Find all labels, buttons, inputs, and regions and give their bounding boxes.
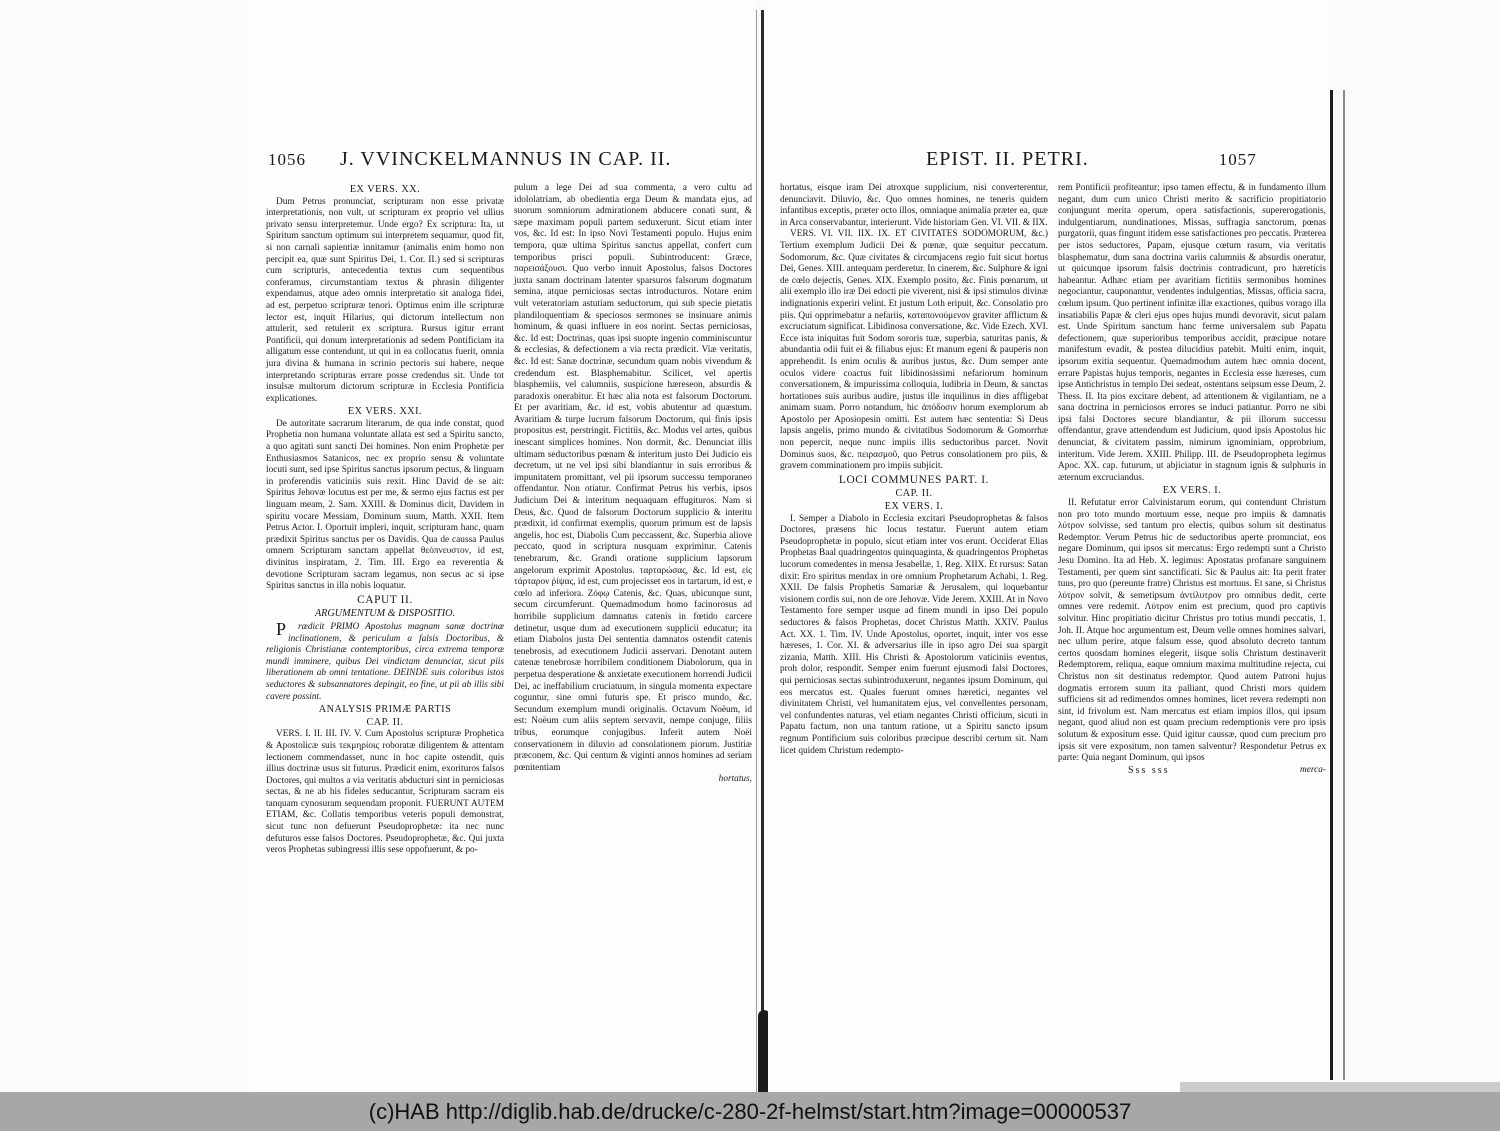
footer-credit: (c)HAB http://diglib.hab.de/drucke/c-280-2f-helmst/start.htm?image=00000537 [368,1099,1132,1124]
catchword: hortatus, [718,774,752,785]
gutter-shadow-line [756,10,757,1092]
heading-ex-vers-20: EX VERS. XX. [349,184,421,195]
paragraph: De autoritate sacrarum literarum, de qua inde constat, quod Prophetia non humana voluntate allata est sed a Spiritu sancto, a quo agitati sunt sancti Dei homines. Non enim Prophetæ per Enthusiasmos Satanicos, nec ex proprio sensu & voluntate locuti sunt, sed ipse Spiritus sanctus ipsorum pectus, & linguam in proferendis vaticiniis suis rexit. Hinc David de se ait: Spiritus Jehovæ locutus est per me, & sermo ejus factus est per linguam meam, 2. Sam. XXIII. & Dominus dicit, Davidem in spiritu vocare Messiam, Dominum suum, Matth. XXII. Item Petrus Actor. I. Oportuit impleri, inquit, scripturam hanc, quam prædixit Spiritus sanctus per os Davidis. Qua de caussa Paulus omnem Scripturam sanctam appellat θεόπνευστον, id est, divinitus inspiratam, 2. Tim. III. Ergo ea reverentia & devotione Scripturam sacram legamus, non secus ac si ipse Spiritus sanctus in illa nobis loquatur. [266,418,504,592]
left-running-head [268,148,671,171]
left-columns [266,183,752,857]
right-page [768,0,1330,1092]
scan-bottom-edge [1180,1082,1500,1092]
left-page-number: 1056 [268,150,306,169]
paragraph: rem Pontificii profiteantur; ipso tamen effectu, & in fundamento illum negant, dum cum unico Christi merito & sacrificio propitiatorio conjungunt merita operum, opera satisfactionis, supererogationis, indulgentiarum, nundinationes, Missas, suffragia sanctorum, pœnas purgatorii, quas fingunt itidem esse satisfactiones pro peccatis. Præterea per istos seductores, Papam, ejusque cœtum rasum, via veritatis blasphematur, dum sana doctrina variis calumniis & absurdis oneratur, ut quicunque ipsorum falsis doctrinis contradicunt, pro hæreticis habeantur. Adhæc etiam per avaritiam fictitiis sermonibus homines negociantur, cauponantur, vendentes indulgentias, Missas, officia sacra, cœlum ipsum. Quo pertinent infinitæ illæ exactiones, quibus vorago illa insatiabilis Papæ & cleri ejus opes hujus mundi devoravit, sicut palam est. Unde Spiritum sanctum hanc ferme universalem sub Papatu defectionem, quæ superioribus temporibus accidit, præcipue notare manifestum evadit, & postea dilucidius patebit. Multi enim, inquit, ipsorum exitia sequentur. Quemadmodum autem hæc omnia docent, errare Papistas hujus temporis, negantes in Ecclesia esse hæreses, cum ipse Antichristus in templo Dei sedeat, ostentans seipsum esse Deum, 2. Thess. II. Ita pios excitare debent, ad attentionem & vigilantiam, ne a sana doctrina in perniciosos errores se induci patiantur. Porro ne sibi ipsi falsi Doctores secure blandiantur, & pii illorum successu offendantur, grave attendendum est Judicium, quod ipsis Apostolus hic denunciat, & civitatem passim, nimirum ignominiam, opprobrium, interitum. Vide Jerem. XXIII. Philipp. III. de Pseudopropheta legimus Apoc. XX. cap. futurum, ut abjiciatur in stagnum ignis & sulphuris in æternum excruciandus. [1058,183,1326,483]
heading-ex-vers-1: EX VERS. I. [884,501,944,513]
footer-bar [0,1092,1500,1131]
gutter-line [761,10,764,1092]
paragraph: hortatus, eisque iram Dei atroxque supplicium, nisi converterentur, denunciavit. Diluvio, &c. Quo omnes homines, ne teneris quidem infantibus exceptis, præter octo illos, omniaque animalia præter ea, quæ in Arca conservabantur, interierunt. Vide historiam Gen. VI. VII. & IIX. [780,183,1048,228]
left-head-title: J. VVINCKELMANNUS IN CAP. II. [340,148,672,170]
catchword: merca- [1300,764,1326,775]
paragraph: pulum a lege Dei ad sua commenta, a vero cultu ad idololatriam, ab obedientia erga Deum & mandata ejus, ad suorum somniorum admirationem abducere conati sunt, & sæpe maximam populi partem seduxerunt. Sicut etiam inter vos, &c. Id est: In ipso Novi Testamenti populo. Hujus enim tempora, quæ ultima Spiritus sanctus appellat, confert cum temporibus prisci populi. Subintroducent: Græce, παρεισάξουσι. Quo verbo innuit Apostolus, falsos Doctores juxta sanam doctrinam latenter sparsuros falsorum dogmatum semina, atque perniciosas sectas introducturos. Notare enim vult veteratoriam astutiam seductorum, qui sub specie pietatis plandiloquentiam & speciosos sermones se insinuare animis hominum, & quasi influere in eos norint. Sectas perniciosas, &c. Id est: Doctrinas, quas ipsi suopte ingenio comminiscuntur & ecclesias, & defectionem a via recta prædicit. Viæ veritatis, &c. Id est: Sanæ doctrinæ, secundum quam nobis vivendum & credendum est. Blasphemabitur. Scilicet, vel apertis blasphemiis, vel calumniis, suspicione hæreseon, absurdis & paradoxis onerabitur. Et hæc alia nota est falsorum Doctorum. Et per avaritiam, &c. id est, vobis abutentur ad quæstum. Avaritiam & turpe lucrum falsorum Doctorum, qui finis ipsis propositus est, perstringit. Fictitiis, &c. Modus vel artes, quibus inescant simplices homines. Non dormit, &c. Denunciat illis ultimam seductoribus pœnam & interitum justo Dei Judicio eis decretum, ut ne vel ipsi sibi blandiantur in suis erroribus & impunitatem promittant, vel pii ipsorum successu temporaneo offendantur. Non otiatur. Confirmat Petrus his verbis, ipsos Judicium Dei & interitum nequaquam effugituros. Nam si Deus, &c. Quod de falsorum Doctorum supplicio & interitu prædixit, id confirmat exemplis, quorum primum est de lapsis angelis, hoc est, Diabolis Cum peccassent, &c. Superbia aliove peccato, quod in scriptura nusquam exprimitur. Catenis tenebrarum, &c. Grandi oratione supplicium lapsorum angelorum exprimit Apostolus. ταρταρώσας, &c. Id est, εἰς τάρταρον ῥίψας, id est, cum projecisset eos in tartarum, id est, e cœlo ad inferiora. Ζόφῳ Catenis, &c. Quas, ubicunque sunt, secum circumferunt. Quemadmodum homo facinorosus ad horribile supplicium damnatus catenis in fœtido carcere detinetur, usque dum ad executionem supplicii educatur; ita etiam Diabolos justa Dei sententia damnatos ostendit catenis tenebrosis, ad executionem Judicii asservari. Denotant autem catenæ tenebrosæ horribilem conditionem Diabolorum, qua in perpetua desperatione & anxietate executionem horrendi Judicii Dei, ac ineffabilium cruciatuum, in singula momenta expectare coguntur, sine omni futuris spe. Et prisco mundo, &c. Secundum exemplum mundi originalis. Octavum Noëum, id est: Noëum cum aliis septem servavit, nempe conjuge, filiis tribus, eorumque conjugibus. Inferit autem Noëi conservationem in diluvio ad consolationem piorum. Justitiæ præconem, &c. Qui centum & viginti annos homines ad seriam pœnitentiam [514,183,752,773]
heading-ex-vers-21: EX VERS. XXI. [347,406,423,418]
left-page [250,0,755,1092]
right-column-1 [780,183,1048,776]
right-page-number: 1057 [1218,150,1257,169]
paragraph: II. Refutatur error Calvinistarum eorum, qui contendunt Christum non pro toto mundo mortuum esse, neque pro impiis & damnatis λύτρον solvisse, sed tantum pro electis, quibus solum sit destinatus Redemptor. Verum Petrus hic de seductoribus aperte pronunciat, eos negare Dominum, qui ipsos sit mercatus: Ergo redempti sunt a Christo Jesu Domino. Ita ad Heb. X. legimus: Apostatas profanare sanguinem Testamenti, per quem sint sanctificati. Sic & Paulus ait: Ita perit frater tuus, pro quo (pereunte fratre) Christus est mortuus. Et sane, si Christus λύτρον solvit, & semetipsum ἀντίλυτρον pro omnibus dedit, certe omnes vere redemit. Λύτρον enim est precium, quod pro captivis solvitur. Hinc propitiatio dicitur Christus pro totius mundi peccatis, 1. Joh. II. Atque hoc argumentum est, Deum velle omnes homines salvari, nec ullum perire, atque falsum esse, quod absoluto decreto tantum certos quosdam homines elegerit, iisque solis Christum destinaverit Redemptorem, reliqua, eaque omnium maxima multitudine rejecta, cui Christus non sit destinatus redemptor. Quod autem Patroni hujus dogmatis errorem suum ita palliant, quod Christi mors quidem sufficiens sit ad redimendos omnes homines, licet revera redempti non sint, id frivolum est. Nam mercatus est etiam impios illos, qui ipsum negant, quod aliud non est quam precium redemptionis vere pro ipsis solutum & expositum esse. Quid igitur caussæ, quod cum precium pro ipsis sit vere expositum, non tamen salventur? Respondetur Petrus ex parte: Quia negant Dominum, qui ipsos [1058,498,1326,764]
right-head-title: EPIST. II. PETRI. [926,148,1089,170]
heading-cap-2: CAP. II. [366,716,404,728]
heading-cap-2: CAP. II. [895,488,933,500]
heading-analysis: ANALYSIS PRIMÆ PARTIS [318,704,452,716]
signature-mark: Sss sss [1128,764,1170,776]
paragraph: Dum Petrus pronunciat, scripturam non esse privatæ interpretationis, non vult, ut scripturam ex proprio vel ullius privato sensu interpretemur. Unde ergo? Ex scriptura: Ita, ut Spiritum sanctum optimum sui interpretem sequamur, quod fit, si non carnali sapientiæ innitamur (animalis enim homo non percipit ea, quæ sunt Spiritus Dei, 1. Cor. II.) sed si scripturas cum scripturis, antecedentia textus cum sequentibus conferamus, circumstantiam textus & phrasin diligenter expendamus, atque adeo omnis interpretatio sit analoga fidei, ad est, perpetuo scripturæ tenori. Optimus enim ille scripturæ lector est, inquit Hilarius, qui dictorum intellectum non attulerit, sed retulerit ex scriptura. Rursus igitur errant Pontificii, qui donum interpretationis ad sedem Pontificiam ita alligatum esse contendunt, ut qui in ea collocatus fuerit, omnia jura divina & humana in scrinio pectoris sui habere, neque interpretando scripturas errare posse credendus sit. Unde tot insulsæ multorum dictorum scripturæ in Ecclesia Pontificia explicationes. [266,196,504,404]
paragraph: I. Semper a Diabolo in Ecclesia excitari Pseudoprophetas & falsos Doctores, præsens hic locus testatur. Fuerunt autem etiam Pseudoprophetæ in populo, sicut etiam inter vos erunt. Occiderat Elias Prophetas Baal quadringentos quinquaginta, & quadringentos Prophetas lucorum comedentes in mensa Jesabellæ, 1. Reg. XIIX. Et rursus: Satan dixit: Ero spiritus mendax in ore omnium Prophetarum Achabi, 1. Reg. XXII. De falsis Prophetis Samariæ & Jerusalem, qui loquebantur visionem cordis sui, non de ore Jehovæ. Vide Jerem. XXIII. At in Novo Testamento fore semper usque ad finem mundi in ipso Dei populo seductores & falsos Prophetas, docet Christus Matth. XXIV. Paulus Act. XX. 1. Tim. IV. Unde Apostolus, oportet, inquit, inter vos esse hæreses, 1. Cor. XI. & adversarius ille in ipso agro Dei sua spargit zizania, Matth. XIII. His Christi & Apostolorum vaticiniis eventus, proh dolor, respondit. Semper enim fuerunt ejusmodi falsi Doctores, qui perniciosas sectas subintroduxerunt, negantes ipsum Dominum, qui eos mercatus est. Quales fuerunt omnes hæretici, negantes vel divinitatem Christi, vel humanitatem ejus, vel convellentes personam, vel confundentes naturas, vel etiam negantes Christi officium, sicuti in Papatu factum, non una tantum ratione, ut a Spiritu sancto ipsum regnum Pontificium suis coloribus præcipue describi certum sit. Nam licet quidem Christum redempto- [780,513,1048,756]
argument-paragraph: Prædicit PRIMO Apostolus magnam sanæ doctrinæ inclinationem, & periculum a falsis Doctoribus, & religionis Christianæ contemptoribus, circa extrema temporæ mundi imminere, quibus Dei vindictam denunciat, sicut piis liberationem ab omni tentatione. DEINDE suis coloribus istos seductores & subsannatores depingit, eo fine, ut pii ab illis sibi cavere possint. [266,618,504,702]
right-column-2 [1058,183,1326,776]
left-column-1 [266,183,504,857]
paragraph: VERS. VI. VII. IIX. IX. ET CIVITATES SODOMORUM, &c.) Tertium exemplum Judicii Dei & pœnæ, quæ sequitur peccatum. Sodomorum, &c. Quæ civitates & circumjacens regio fuit sicut hortus Dei, Genes. XIII. antequam perderetur. In cinerem, &c. Sulphure & igni de cœlo dejectis, Genes. XIX. Exemplo posito, &c. Finis pœnarum, ut alii exemplo illo iræ Dei edocti pie viverent, nisi & ipsi stimulos divinæ indignationis experiri velint. Et justum Loth eripuit, &c. Consolatio pro piis. Qui opprimebatur a nefariis, καταπονούμενον graviter afflictum & excruciatum significat. Libidinosa conversatione, &c. Vide Ezech. XVI. Ecce ista iniquitas fuit Sodom sororis tuæ, superbia, saturitas panis, & abundantia odii fuit ei & filiabus ejus: Et manum egeni & pauperis non apprehendit. Is enim oculis & auribus justus, &c. Dum semper ante oculos videre coactus fuit libidinosissimi nefariorum hominum conversationem, & impurissima colloquia, ludibria in Deum, & sanctas hortationes suis auribus audire, justus ille inquilinus in dies affligebat animam suam. Porro notandum, hic ἀπόδοσιν horum exemplorum ab Apostolo per Aposiopesin omitti. Est autem hæc sententia: Si Deus lapsis angelis, primo mundo & civitatibus Sodomorum & Gomorrhæ non pepercit, neque nunc impiis illis seductoribus parcet. Novit Dominus suos, &c. πειρασμοῦ, quo Petrus consolationem pro piis, & gravem comminationem pro impiis subjicit. [780,229,1048,472]
heading-caput: CAPUT II. [357,593,413,606]
heading-argumentum: ARGUMENTUM & DISPOSITIO. [314,608,456,620]
page-foot-line [1058,765,1326,777]
right-columns [780,183,1326,776]
paragraph: VERS. I. II. III. IV. V. Cum Apostolus scripturæ Prophetica & Apostolicæ suis τεκμηρίοις roboratæ diligentem & attentam lectionem commendasset, nunc in hoc capite ostendit, quis illius doctrinæ usus sit futurus. Prædicit enim, exorituros falsos Doctores, qui multos a via veritatis abducturi sint in perniciosas sectas, & ne ab his fideles seducantur, Scripturam sacram eis tanquam cynosuram sequendam proponit. FUERUNT AUTEM ETIAM, &c. Collatis temporibus veteris populi demonstrat, sicut tunc non defuerunt Pseudoprophetæ: ita nec nunc defuturos esse falsos Doctores. Pseudoprophetæ, &c. Qui juxta veros Prophetas subingressi illis sese oppofuerunt, & po- [266,729,504,856]
right-running-head [926,148,1257,171]
right-page-edge [1330,90,1363,1080]
heading-ex-vers-1: EX VERS. I. [1162,485,1222,497]
left-column-2 [514,183,752,857]
heading-loci-communes: LOCI COMMUNES PART. I. [838,473,990,486]
page-edge-line [1343,90,1345,1080]
